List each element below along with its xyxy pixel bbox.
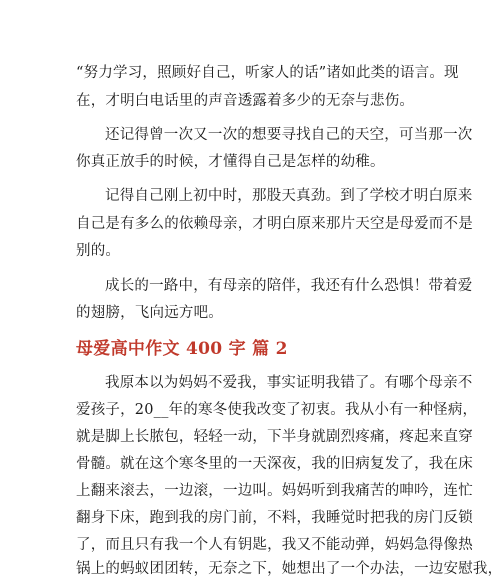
- section-heading: 母爱高中作文 400 字 篇 2: [76, 339, 288, 359]
- section-paragraph-line-4: 骨髓。就在这个寒冬里的一天深夜，我的旧病复发了，我在床: [76, 456, 473, 472]
- section-paragraph-line-2: 爱孩子，20__年的寒冬使我改变了初衷。我从小有一种怪病，: [76, 402, 478, 418]
- section-paragraph-line-7: 了，而且只有我一个人有钥匙，我又不能动弹，妈妈急得像热: [76, 537, 473, 553]
- section-paragraph-line-8: 锅上的蚂蚁团团转，无奈之下，她想出了一个办法，一边安慰我，: [76, 561, 502, 577]
- paragraph-3-line-1: 记得自己刚上初中时，那股天真劲。到了学校才明白原来: [105, 188, 473, 204]
- paragraph-4-line-1: 成长的一路中，有母亲的陪伴，我还有什么恐惧！带着爱: [105, 278, 473, 294]
- section-paragraph-line-6: 翻身下床，跑到我的房门前，不料，我睡觉时把我的房门反锁: [76, 510, 473, 526]
- paragraph-3-line-2: 自己是有多么的依赖母亲，才明白原来那片天空是母爱而不是: [76, 216, 473, 232]
- paragraph-1-line-2: 在，才明白电话里的声音透露着多少的无奈与悲伤。: [76, 93, 415, 109]
- paragraph-4-line-2: 的翅膀，飞向远方吧。: [76, 305, 223, 321]
- paragraph-3-line-3: 别的。: [76, 243, 121, 259]
- section-paragraph-line-1: 我原本以为妈妈不爱我，事实证明我错了。有哪个母亲不: [105, 375, 473, 391]
- section-paragraph-line-3: 就是脚上长脓包，轻轻一动，下半身就剧烈疼痛，疼起来直穿: [76, 429, 473, 445]
- paragraph-2-line-2: 你真正放手的时候，才懂得自己是怎样的幼稚。: [76, 154, 385, 170]
- section-paragraph-line-5: 上翻来滚去，一边滚，一边叫。妈妈听到我痛苦的呻吟，连忙: [76, 483, 473, 499]
- paragraph-1-line-1: “努力学习，照顾好自己，听家人的话”诸如此类的语言。现: [76, 65, 459, 81]
- paragraph-2-line-1: 还记得曾一次又一次的想要寻找自己的天空，可当那一次: [105, 127, 473, 143]
